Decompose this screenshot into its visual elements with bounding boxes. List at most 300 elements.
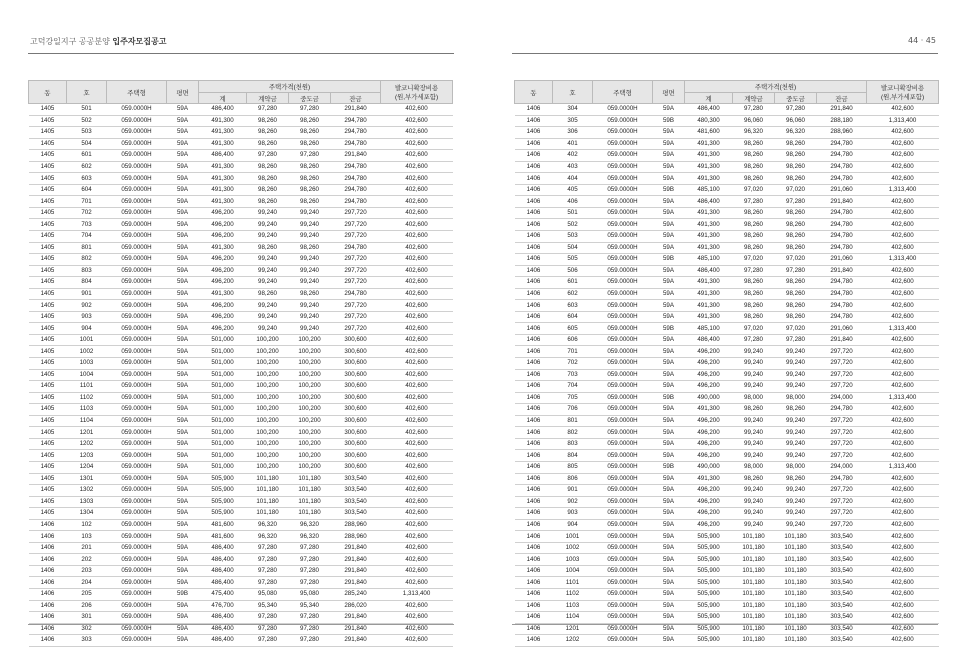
table-row [515,450,939,462]
cell-plan: 59A [167,277,199,289]
cell-type: 059.0000H [107,554,167,566]
cell-balcony: 402,600 [381,519,453,531]
cell-ho: 801 [67,242,107,254]
cell-plan: 59A [167,219,199,231]
cell-balcony: 402,600 [381,473,453,485]
cell-balcony: 402,600 [867,554,939,566]
cell-plan: 59A [653,161,685,173]
cell-deposit: 98,260 [733,161,775,173]
cell-deposit: 99,240 [247,207,289,219]
cell-balcony: 402,600 [381,207,453,219]
cell-total: 496,200 [685,438,733,450]
cell-balcony: 402,600 [867,635,939,647]
cell-ho: 501 [67,104,107,116]
table-row [515,219,939,231]
col-ho: 호 [67,81,107,104]
cell-middle: 97,280 [289,150,331,162]
table-row [515,288,939,300]
cell-dong: 1406 [29,565,67,577]
cell-deposit: 99,240 [733,519,775,531]
cell-total: 491,300 [685,219,733,231]
cell-balcony: 402,600 [867,127,939,139]
cell-middle: 98,260 [775,300,817,312]
cell-balance: 303,540 [817,542,867,554]
cell-plan: 59A [167,300,199,312]
cell-dong: 1405 [29,184,67,196]
cell-ho: 603 [67,173,107,185]
cell-balance: 291,840 [331,554,381,566]
table-row [29,485,453,497]
cell-total: 496,200 [199,219,247,231]
table-row [29,473,453,485]
cell-total: 496,200 [685,415,733,427]
cell-balcony: 402,600 [867,404,939,416]
cell-balcony: 402,600 [381,196,453,208]
cell-ho: 604 [553,311,593,323]
cell-dong: 1405 [29,311,67,323]
cell-ho: 1104 [553,612,593,624]
cell-balcony: 402,600 [381,461,453,473]
cell-ho: 306 [553,127,593,139]
table-body-right [515,104,939,647]
cell-middle: 98,260 [775,231,817,243]
cell-total: 481,600 [199,531,247,543]
cell-total: 501,000 [199,415,247,427]
cell-type: 059.0000H [107,288,167,300]
cell-middle: 97,280 [775,265,817,277]
cell-ho: 205 [67,588,107,600]
cell-type: 059.0000H [593,196,653,208]
cell-ho: 601 [553,277,593,289]
cell-deposit: 99,240 [733,381,775,393]
cell-deposit: 98,260 [733,473,775,485]
cell-plan: 59A [167,473,199,485]
document-title [30,36,166,47]
cell-dong: 1406 [515,450,553,462]
cell-ho: 503 [67,127,107,139]
cell-balcony: 402,600 [867,231,939,243]
table-row [29,600,453,612]
table-row [515,369,939,381]
cell-middle: 99,240 [775,369,817,381]
cell-balcony: 402,600 [867,369,939,381]
cell-dong: 1405 [29,173,67,185]
cell-dong: 1406 [515,369,553,381]
cell-deposit: 98,000 [733,461,775,473]
cell-middle: 101,180 [775,612,817,624]
cell-dong: 1406 [29,531,67,543]
cell-ho: 1104 [67,415,107,427]
cell-deposit: 97,020 [733,323,775,335]
table-row [29,138,453,150]
cell-deposit: 98,260 [247,173,289,185]
cell-deposit: 95,340 [247,600,289,612]
cell-plan: 59A [167,173,199,185]
cell-total: 505,900 [685,635,733,647]
cell-balcony: 402,600 [381,565,453,577]
cell-balcony: 402,600 [867,104,939,116]
cell-type: 059.0000H [593,519,653,531]
cell-type: 059.0000H [593,392,653,404]
cell-deposit: 101,180 [733,577,775,589]
cell-total: 491,300 [685,138,733,150]
cell-total: 491,300 [685,300,733,312]
cell-total: 496,200 [685,369,733,381]
cell-balance: 303,540 [331,508,381,520]
cell-type: 059.0000H [107,542,167,554]
table-row [515,334,939,346]
cell-total: 496,200 [685,358,733,370]
cell-plan: 59A [167,577,199,589]
cell-total: 496,200 [685,381,733,393]
cell-plan: 59A [167,554,199,566]
cell-plan: 59A [653,542,685,554]
cell-balance: 303,540 [817,565,867,577]
cell-total: 486,400 [199,612,247,624]
col-plan: 평면 [653,81,685,104]
cell-total: 475,400 [199,588,247,600]
cell-middle: 100,200 [289,461,331,473]
cell-dong: 1406 [515,115,553,127]
cell-plan: 59B [653,392,685,404]
cell-total: 505,900 [199,508,247,520]
cell-ho: 806 [553,473,593,485]
cell-total: 505,900 [685,588,733,600]
cell-balcony: 402,600 [381,288,453,300]
cell-ho: 903 [553,508,593,520]
cell-balance: 303,540 [331,496,381,508]
cell-ho: 1201 [553,623,593,635]
cell-ho: 801 [553,415,593,427]
cell-middle: 99,240 [775,381,817,393]
cell-type: 059.0000H [107,438,167,450]
cell-dong: 1406 [515,542,553,554]
cell-deposit: 97,280 [733,196,775,208]
cell-balcony: 402,600 [867,277,939,289]
col-dong: 동 [515,81,553,104]
cell-balcony: 402,600 [381,392,453,404]
table-row [515,104,939,116]
table-row [515,300,939,312]
cell-type: 059.0000H [107,565,167,577]
cell-plan: 59A [653,231,685,243]
cell-middle: 99,240 [775,519,817,531]
cell-total: 505,900 [685,577,733,589]
table-row [29,508,453,520]
table-row [515,127,939,139]
cell-deposit: 98,260 [247,196,289,208]
cell-dong: 1405 [29,265,67,277]
cell-ho: 303 [67,635,107,647]
cell-middle: 101,180 [289,496,331,508]
cell-balance: 303,540 [817,600,867,612]
cell-ho: 502 [67,115,107,127]
cell-middle: 97,280 [289,542,331,554]
cell-type: 059.0000H [593,577,653,589]
cell-dong: 1406 [515,496,553,508]
cell-total: 491,300 [685,404,733,416]
cell-middle: 98,260 [775,150,817,162]
cell-middle: 98,260 [775,207,817,219]
col-type: 주택형 [593,81,653,104]
cell-deposit: 100,200 [247,381,289,393]
cell-balcony: 402,600 [381,161,453,173]
cell-total: 501,000 [199,369,247,381]
cell-middle: 96,320 [775,127,817,139]
cell-plan: 59B [653,254,685,266]
cell-ho: 504 [553,242,593,254]
cell-type: 059.0000H [593,184,653,196]
cell-balance: 297,720 [331,231,381,243]
cell-balcony: 402,600 [381,358,453,370]
cell-plan: 59A [167,127,199,139]
cell-deposit: 97,280 [247,577,289,589]
cell-balance: 294,780 [817,173,867,185]
table-row [515,485,939,497]
cell-total: 486,400 [199,554,247,566]
cell-middle: 99,240 [289,254,331,266]
cell-deposit: 101,180 [733,565,775,577]
cell-balance: 294,780 [331,127,381,139]
cell-type: 059.0000H [107,635,167,647]
cell-type: 059.0000H [107,242,167,254]
cell-dong: 1406 [515,184,553,196]
cell-middle: 101,180 [775,554,817,566]
cell-ho: 1003 [553,554,593,566]
cell-balcony: 1,313,400 [867,461,939,473]
cell-dong: 1405 [29,219,67,231]
cell-dong: 1406 [29,612,67,624]
cell-dong: 1406 [29,588,67,600]
cell-ho: 1003 [67,358,107,370]
cell-type: 059.0000H [593,496,653,508]
cell-balance: 297,720 [817,346,867,358]
cell-balcony: 402,600 [867,288,939,300]
table-row [29,381,453,393]
cell-ho: 501 [553,207,593,219]
cell-ho: 1301 [67,473,107,485]
table-row [515,358,939,370]
cell-ho: 706 [553,404,593,416]
cell-type: 059.0000H [107,358,167,370]
cell-deposit: 99,240 [733,369,775,381]
cell-balcony: 402,600 [867,300,939,312]
cell-total: 496,200 [685,427,733,439]
cell-dong: 1405 [29,138,67,150]
cell-type: 059.0000H [107,173,167,185]
cell-middle: 95,080 [289,588,331,600]
col-ho: 호 [553,81,593,104]
cell-balance: 300,600 [331,461,381,473]
cell-deposit: 101,180 [247,473,289,485]
cell-balance: 297,720 [331,219,381,231]
document-title-prefix: 고덕강일지구 공공분양 [30,37,113,46]
cell-deposit: 98,260 [247,138,289,150]
cell-dong: 1405 [29,277,67,289]
cell-ho: 1004 [67,369,107,381]
cell-plan: 59A [653,404,685,416]
cell-dong: 1406 [29,600,67,612]
cell-dong: 1406 [515,508,553,520]
cell-plan: 59A [653,485,685,497]
cell-balcony: 402,600 [867,588,939,600]
cell-ho: 102 [67,519,107,531]
cell-plan: 59B [653,323,685,335]
cell-plan: 59A [653,600,685,612]
cell-balcony: 402,600 [867,173,939,185]
cell-total: 486,400 [685,334,733,346]
cell-deposit: 97,280 [247,104,289,116]
cell-plan: 59A [167,531,199,543]
cell-balance: 300,600 [331,404,381,416]
cell-ho: 701 [553,346,593,358]
cell-middle: 100,200 [289,427,331,439]
cell-ho: 704 [553,381,593,393]
cell-balance: 288,960 [331,531,381,543]
cell-balance: 297,720 [817,369,867,381]
cell-dong: 1405 [29,358,67,370]
cell-middle: 100,200 [289,334,331,346]
cell-middle: 99,240 [289,231,331,243]
cell-dong: 1406 [29,635,67,647]
cell-plan: 59A [653,346,685,358]
cell-middle: 100,200 [289,346,331,358]
cell-dong: 1406 [515,565,553,577]
cell-type: 059.0000H [593,438,653,450]
cell-dong: 1406 [29,542,67,554]
cell-deposit: 97,280 [247,635,289,647]
col-deposit: 계약금 [247,93,289,104]
cell-ho: 804 [67,277,107,289]
cell-type: 059.0000H [593,127,653,139]
cell-dong: 1406 [515,519,553,531]
cell-type: 059.0000H [593,231,653,243]
cell-plan: 59A [167,358,199,370]
cell-balcony: 402,600 [381,115,453,127]
cell-deposit: 98,260 [247,161,289,173]
cell-total: 481,600 [685,127,733,139]
cell-balance: 297,720 [331,300,381,312]
cell-plan: 59A [653,450,685,462]
table-row [29,300,453,312]
footer-divider-right [512,624,938,625]
cell-total: 491,300 [685,161,733,173]
cell-balance: 294,780 [817,311,867,323]
cell-balance: 297,720 [331,277,381,289]
cell-middle: 97,280 [289,565,331,577]
cell-dong: 1405 [29,127,67,139]
cell-ho: 702 [67,207,107,219]
table-row [29,115,453,127]
cell-dong: 1406 [515,173,553,185]
cell-total: 496,200 [199,265,247,277]
cell-dong: 1405 [29,323,67,335]
cell-balcony: 402,600 [381,577,453,589]
cell-ho: 1102 [553,588,593,600]
cell-middle: 98,000 [775,461,817,473]
table-row [29,127,453,139]
cell-balance: 291,060 [817,254,867,266]
cell-deposit: 99,240 [247,311,289,323]
cell-middle: 100,200 [289,369,331,381]
cell-total: 485,100 [685,254,733,266]
cell-plan: 59A [167,427,199,439]
cell-plan: 59A [653,369,685,381]
col-balance: 잔금 [331,93,381,104]
table-body-left [29,104,453,647]
cell-deposit: 99,240 [247,323,289,335]
cell-balcony: 402,600 [381,427,453,439]
cell-balance: 300,600 [331,334,381,346]
table-row [515,635,939,647]
cell-total: 491,300 [685,173,733,185]
cell-deposit: 97,280 [247,565,289,577]
table-row [29,496,453,508]
cell-total: 491,300 [199,242,247,254]
table-row [29,184,453,196]
cell-ho: 206 [67,600,107,612]
cell-type: 059.0000H [107,381,167,393]
cell-dong: 1405 [29,461,67,473]
cell-type: 059.0000H [107,115,167,127]
cell-balcony: 402,600 [867,207,939,219]
cell-balcony: 1,313,400 [867,254,939,266]
cell-type: 059.0000H [593,334,653,346]
cell-ho: 603 [553,300,593,312]
cell-balance: 300,600 [331,381,381,393]
table-row [29,323,453,335]
cell-total: 491,300 [685,207,733,219]
cell-balcony: 402,600 [381,104,453,116]
cell-deposit: 95,080 [247,588,289,600]
cell-ho: 802 [67,254,107,266]
cell-plan: 59A [653,311,685,323]
cell-total: 490,000 [685,461,733,473]
cell-middle: 97,280 [289,623,331,635]
cell-balcony: 402,600 [867,311,939,323]
cell-total: 496,200 [199,277,247,289]
cell-ho: 302 [67,623,107,635]
cell-balcony: 402,600 [381,138,453,150]
cell-dong: 1405 [29,288,67,300]
cell-type: 059.0000H [107,519,167,531]
cell-dong: 1405 [29,392,67,404]
cell-plan: 59A [167,265,199,277]
table-row [515,531,939,543]
cell-middle: 98,000 [775,392,817,404]
cell-plan: 59A [653,265,685,277]
cell-plan: 59A [167,461,199,473]
cell-total: 491,300 [685,150,733,162]
cell-deposit: 100,200 [247,334,289,346]
cell-type: 059.0000H [107,392,167,404]
cell-deposit: 100,200 [247,450,289,462]
cell-dong: 1406 [515,277,553,289]
cell-deposit: 98,260 [733,219,775,231]
cell-deposit: 100,200 [247,461,289,473]
cell-type: 059.0000H [107,404,167,416]
cell-middle: 96,320 [289,531,331,543]
table-row [515,612,939,624]
cell-balcony: 1,313,400 [867,115,939,127]
table-row [29,635,453,647]
table-row [29,415,453,427]
cell-deposit: 101,180 [733,542,775,554]
cell-plan: 59A [653,334,685,346]
cell-plan: 59A [653,196,685,208]
cell-ho: 1304 [67,508,107,520]
cell-deposit: 100,200 [247,346,289,358]
